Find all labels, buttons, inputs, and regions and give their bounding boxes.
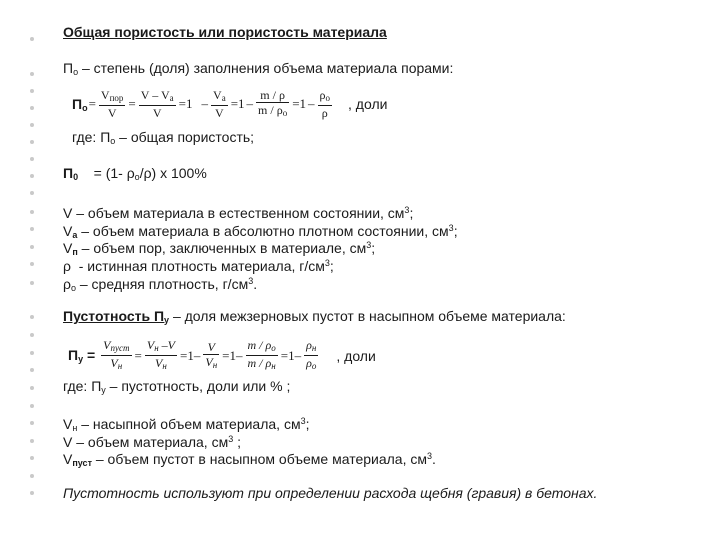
fraction: $\frac{m / \rho_o}{m / \rho_н}$ xyxy=(247,338,276,371)
bullet xyxy=(30,174,34,178)
fraction: $\frac{\rho_o}{\rho}$ xyxy=(319,88,331,120)
bullet xyxy=(30,37,34,41)
variable-line: $V_п$ – объем пор, заключенных в материале, $см^3$; xyxy=(63,240,376,257)
variable-line: V – объем материала в естественном состоянии, $см^3$; xyxy=(63,205,414,221)
bullet xyxy=(30,245,34,249)
void-variable-line: $V_{пуст}$ – объем пустот в насыпном объеме материала, $см^3$. xyxy=(63,451,436,468)
bullet xyxy=(30,439,34,443)
bullet xyxy=(30,404,34,408)
void-variable-line: $V_н$ – насыпной объем материала, $см^3$; xyxy=(63,416,310,433)
bullet xyxy=(30,474,34,478)
bullet xyxy=(30,421,34,425)
fraction: $\frac{\rho_н}{\rho_о}$ xyxy=(306,338,317,371)
fraction: $\frac{V_{пуст}}{V_н}$ xyxy=(103,338,130,371)
bullet xyxy=(30,315,34,319)
bullet xyxy=(30,210,34,214)
fraction: $\frac{V - V_a}{V}$ xyxy=(140,88,174,120)
variable-line: $\rho_о$ – средняя плотность, $г/см^3$. xyxy=(63,276,258,293)
porosity-definition: $П_о$ – степень (доля) заполнения объема материала порами: xyxy=(63,60,454,77)
usage-note: Пустотность используют при определении расхода щебня (гравия) в бетонах. xyxy=(63,485,598,501)
bullet xyxy=(30,72,34,76)
bullet xyxy=(30,456,34,460)
bullet xyxy=(30,191,34,195)
bullet xyxy=(30,351,34,355)
fraction: $\frac{V_a}{V}$ xyxy=(213,88,226,120)
voidness-formula: $П_у$ = $\frac{V_{пуст}}{V_н}$ = $\frac{V_н -V}{V_н}$ =1– $\frac{V}{V_н}$ =1– $\frac{m / \rho_o}{m / \rho_н}$ =1– $\frac{\rho_н}{\rho_о}$ , доли xyxy=(68,338,376,371)
fraction: $\frac{V_{пор}}{V}$ xyxy=(100,88,124,120)
variable-line: ρ - истинная плотность материала, $г/см^3$; xyxy=(63,258,334,274)
porosity-where: где: $П_о$ – общая пористость; xyxy=(72,129,255,146)
porosity-title: Общая пористость или пористость материала xyxy=(63,24,387,40)
bullet xyxy=(30,227,34,231)
fraction: $\frac{V_н -V}{V_н}$ xyxy=(146,338,175,371)
void-variable-line: V – объем материала, $см^3$ ; xyxy=(63,434,241,450)
fraction: $\frac{m / \rho}{m / \rho_o}$ xyxy=(258,88,288,118)
bullet xyxy=(30,157,34,161)
bullet xyxy=(30,368,34,372)
porosity-percent-formula: $П_0$ = (1- $\rho_о/\rho$) х 100% xyxy=(63,165,207,182)
porosity-formula: $П_о$ = $\frac{V_{пор}}{V}$ = $\frac{V - V_a}{V}$ =1 – $\frac{V_a}{V}$ =1 – $\frac{m / \rho}{m / \rho_o}$ =1 – $\frac{\rho_o}{\rho}$ , доли xyxy=(72,88,388,120)
bullet xyxy=(30,140,34,144)
bullet xyxy=(30,123,34,127)
bullet xyxy=(30,262,34,266)
bullet xyxy=(30,333,34,337)
bullet xyxy=(30,386,34,390)
voidness-title: Пустотность $П_у$ – доля межзерновых пустот в насыпном объеме материала: xyxy=(63,308,566,325)
voidness-where: где: $П_у$ – пустотность, доли или % ; xyxy=(63,378,291,395)
bullet xyxy=(30,281,34,285)
bullet xyxy=(30,491,34,495)
fraction: $\frac{V}{V_н}$ xyxy=(205,339,218,370)
bullet xyxy=(30,106,34,110)
bullet xyxy=(30,89,34,93)
variable-line: $V_а$ – объем материала в абсолютно плотном состоянии, $см^3$; xyxy=(63,223,458,240)
